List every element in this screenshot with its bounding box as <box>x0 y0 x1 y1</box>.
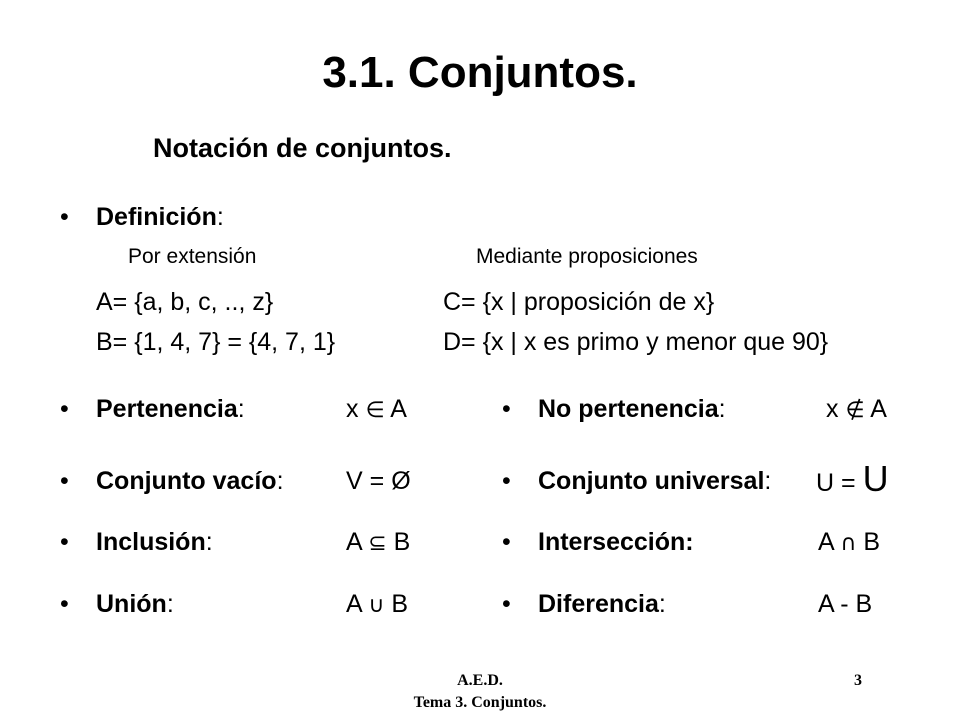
definicion-heading <box>96 203 224 232</box>
inclusion-item <box>96 528 213 557</box>
bullet: • <box>60 203 69 231</box>
no-pertenencia-item <box>538 395 726 424</box>
operand-a: x <box>346 395 359 423</box>
bullet: • <box>60 395 69 423</box>
empty-set-symbol: Ø <box>391 467 411 495</box>
item-label: Inclusión <box>96 528 206 556</box>
element-of-symbol: ∈ <box>365 398 385 423</box>
bullet: • <box>502 590 511 618</box>
conjunto-universal-expression <box>816 458 889 500</box>
interseccion-expression <box>818 528 880 557</box>
set-a-definition: A= {a, b, c, .., z} <box>96 288 274 316</box>
item-label: No pertenencia <box>538 395 719 423</box>
union-expression <box>346 590 408 619</box>
bullet: • <box>60 467 69 495</box>
operand-a: A <box>818 528 834 556</box>
footer-topic: Tema 3. Conjuntos. <box>413 694 547 711</box>
operand-a: V <box>346 467 363 495</box>
operand-b: A <box>390 395 407 423</box>
item-label: Unión <box>96 590 167 618</box>
item-label: Conjunto universal <box>538 467 765 495</box>
item-colon: : <box>237 395 245 423</box>
interseccion-item <box>538 528 694 557</box>
item-colon: : <box>166 590 174 618</box>
item-label: Pertenencia <box>96 395 238 423</box>
item-colon: : <box>718 395 726 423</box>
bullet: • <box>502 528 511 556</box>
subset-symbol: ⊆ <box>368 531 387 556</box>
operand-b: B <box>391 590 408 618</box>
item-label: Intersección: <box>538 528 694 556</box>
operand-a: A <box>346 590 362 618</box>
minus-symbol: - <box>840 590 849 618</box>
page-number: 3 <box>854 672 862 689</box>
footer-course: A.E.D. <box>457 672 503 689</box>
definicion-colon: : <box>216 203 224 231</box>
extension-header: Por extensión <box>128 245 257 268</box>
page-title: 3.1. Conjuntos. <box>322 48 638 97</box>
item-colon: : <box>205 528 213 556</box>
union-item <box>96 590 174 619</box>
operand-a: x <box>826 395 839 423</box>
intersection-symbol: ∩ <box>840 531 857 556</box>
operand-a: A <box>346 528 362 556</box>
conjunto-vacio-expression <box>346 467 411 496</box>
universal-set-symbol: U <box>862 458 889 499</box>
inclusion-expression <box>346 528 410 557</box>
pertenencia-item <box>96 395 245 424</box>
conjunto-universal-item <box>538 467 771 496</box>
operand-a: A <box>818 590 834 618</box>
bullet: • <box>60 528 69 556</box>
not-element-of-symbol: ∉ <box>845 398 865 423</box>
equals-symbol: = <box>369 467 385 495</box>
bullet: • <box>502 395 511 423</box>
item-colon: : <box>658 590 666 618</box>
set-b-definition: B= {1, 4, 7} = {4, 7, 1} <box>96 328 336 356</box>
operand-b: B <box>393 528 411 556</box>
propositions-header: Mediante proposiciones <box>476 245 698 268</box>
bullet: • <box>502 467 511 495</box>
item-colon: : <box>764 467 772 495</box>
diferencia-expression <box>818 590 872 619</box>
operand-b: B <box>855 590 873 618</box>
item-colon: : <box>276 467 284 495</box>
union-symbol: ∪ <box>368 593 385 618</box>
pertenencia-expression <box>346 395 407 424</box>
operand-a: U <box>816 469 835 497</box>
diferencia-item <box>538 590 666 619</box>
conjunto-vacio-item <box>96 467 284 496</box>
operand-b: A <box>870 395 887 423</box>
definicion-label: Definición <box>96 203 217 231</box>
set-c-definition: C= {x | proposición de x} <box>443 288 715 316</box>
item-label: Diferencia <box>538 590 659 618</box>
set-d-definition: D= {x | x es primo y menor que 90} <box>443 328 829 356</box>
item-label: Conjunto vacío <box>96 467 277 495</box>
no-pertenencia-expression <box>826 395 887 424</box>
bullet: • <box>60 590 69 618</box>
operand-b: B <box>863 528 880 556</box>
equals-symbol: = <box>841 469 856 497</box>
section-subtitle: Notación de conjuntos. <box>153 133 452 163</box>
